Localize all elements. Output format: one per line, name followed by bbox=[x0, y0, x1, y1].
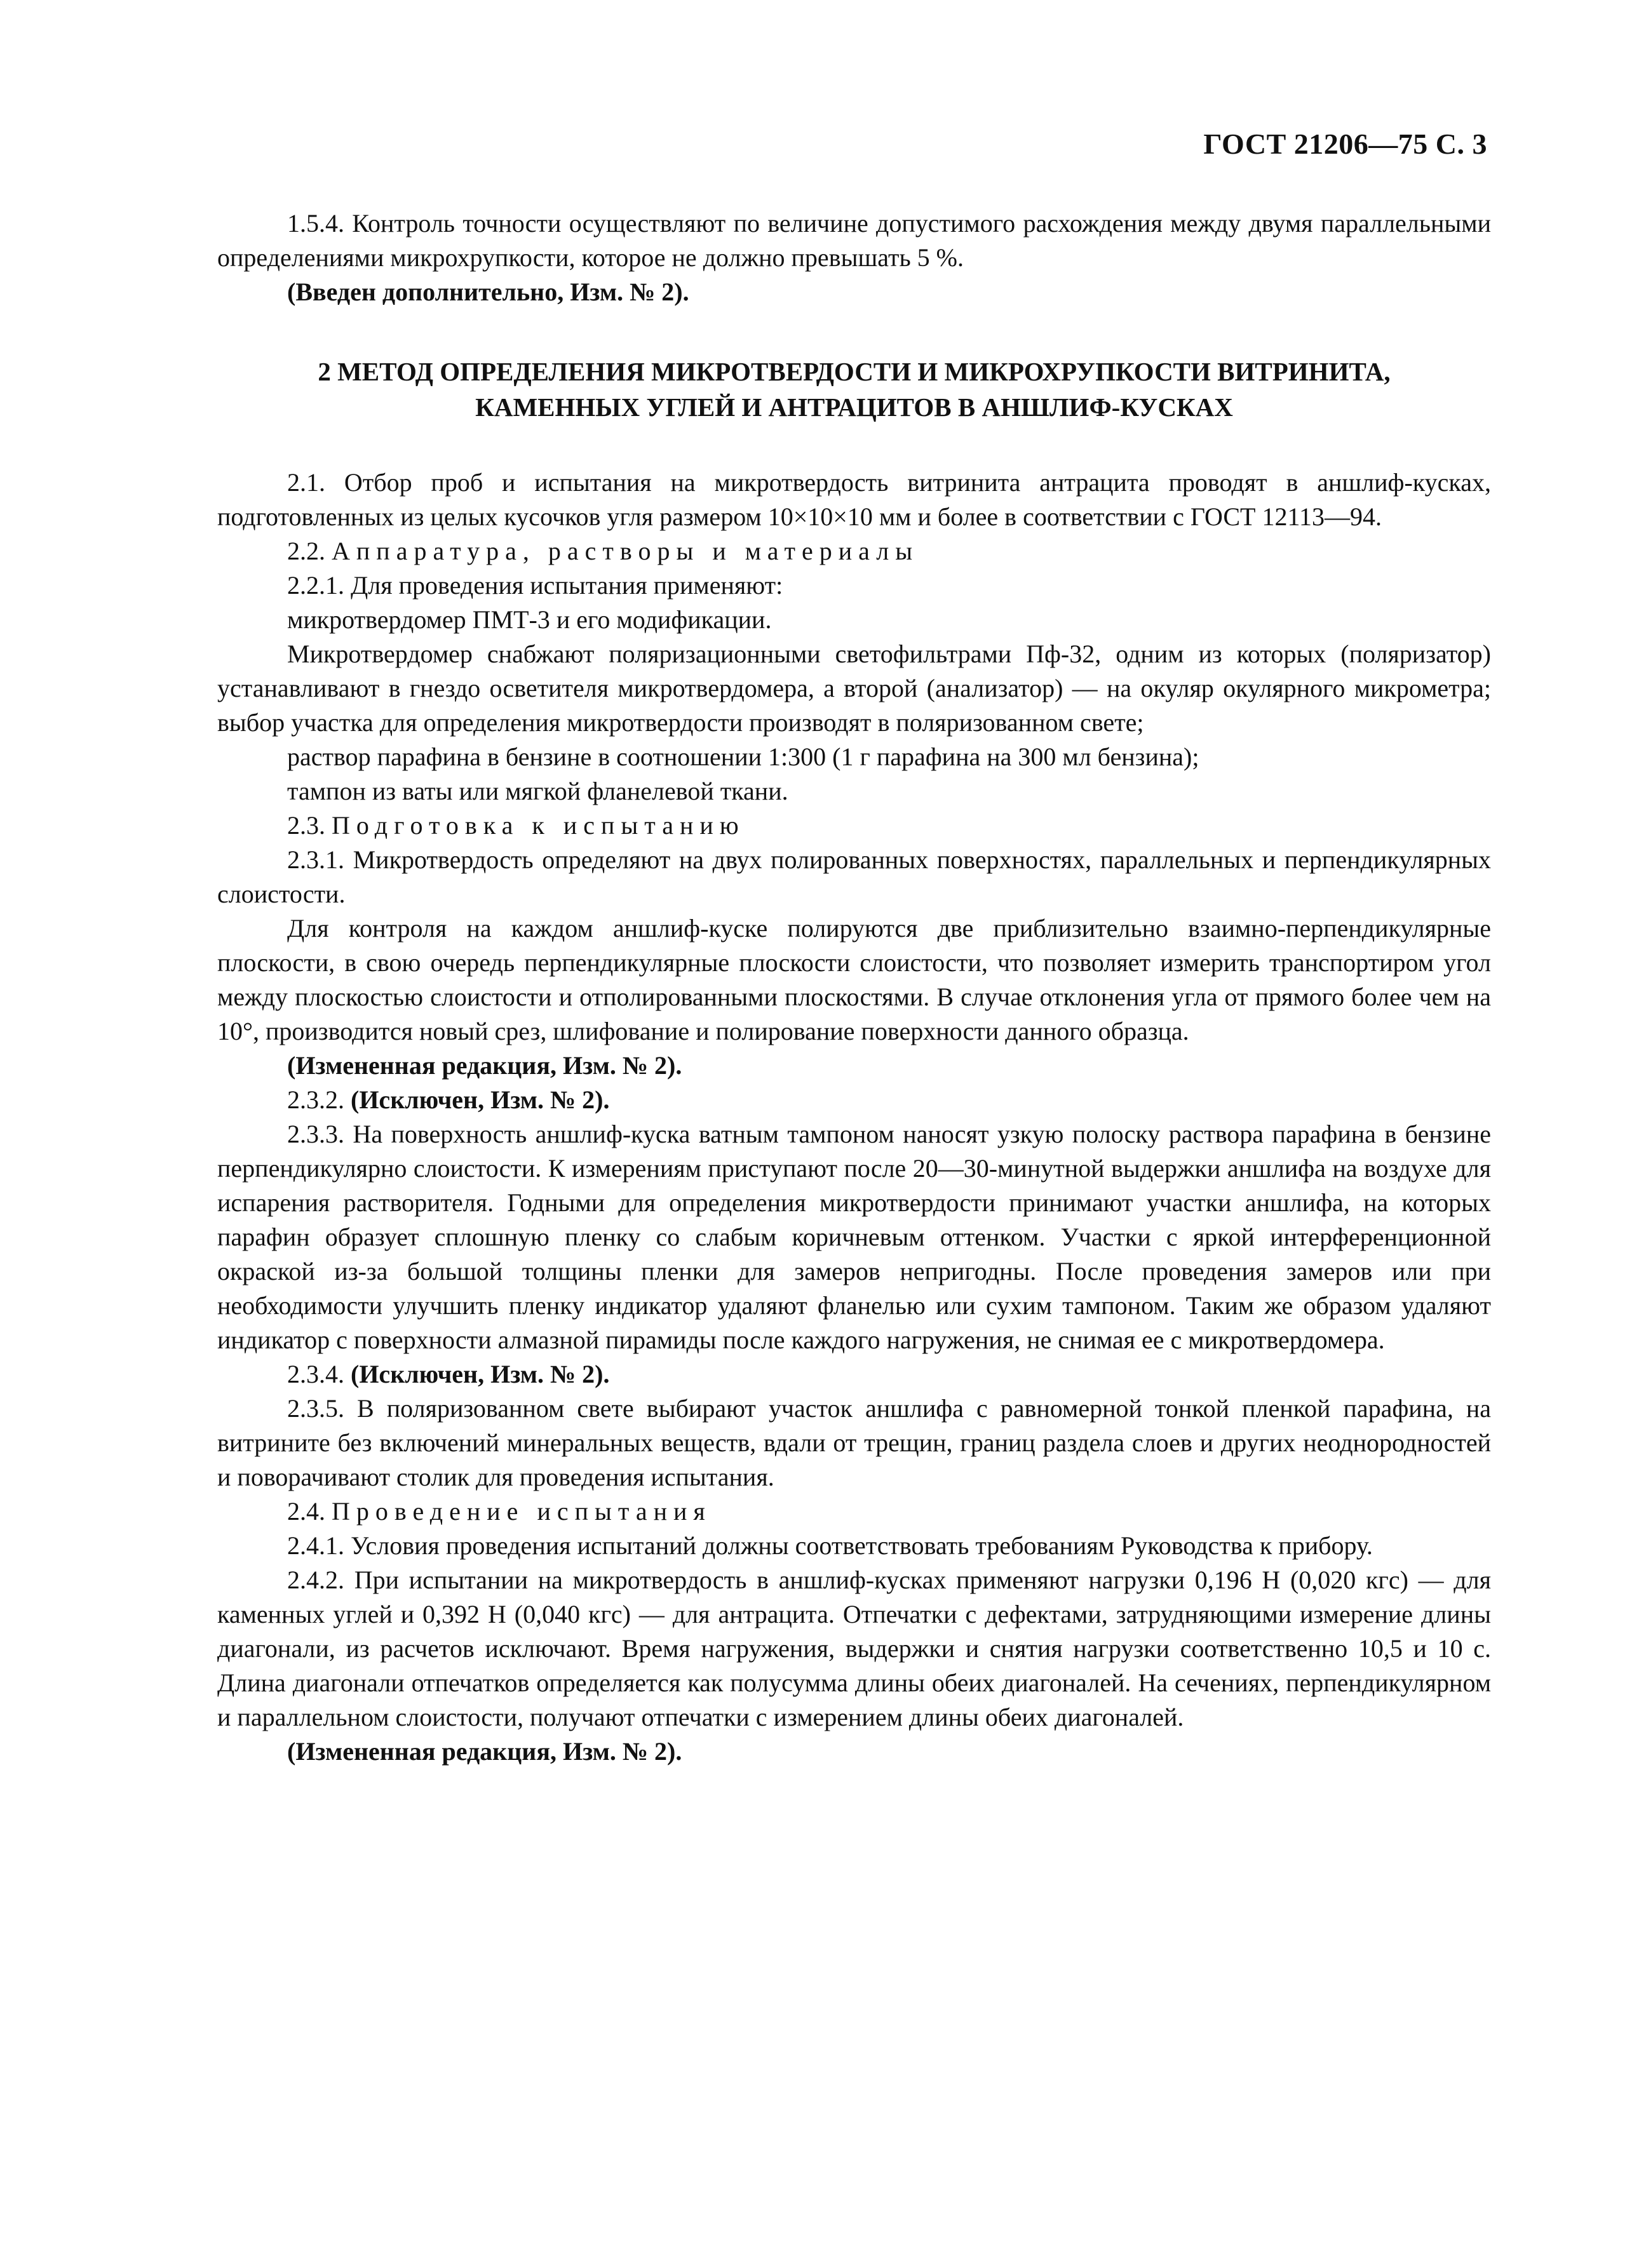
page-header: ГОСТ 21206—75 С. 3 bbox=[1203, 128, 1487, 160]
clause-number: 2.3.4. bbox=[287, 1360, 351, 1388]
paragraph-item: раствор парафина в бензине в соотношении 1:300 (1 г парафина на 300 мл бензина); bbox=[287, 742, 1199, 771]
subsection-heading-2-3 bbox=[217, 809, 1491, 843]
paragraph-item: Для контроля на каждом аншлиф-куске полируются две приблизительно взаимно-перпендикулярные плоскости, в свою очередь перпендикулярные плоскости слоистости, что позволяет измерить транспортиром угол между плоскостью слоистости и отполированными плоскостями. В случае отклонения угла от прямого более чем на 10°, производится новый срез, шлифование и полирование поверхности данного образца. bbox=[217, 914, 1491, 1045]
paragraph-2-4-2: 2.4.2. При испытании на микротвердость в аншлиф-кусках применяют нагрузки 0,196 Н (0,020 кгс) — для каменных углей и 0,392 Н (0,040 кгс) — для антрацита. Отпечатки с дефектами, затрудняющими измерение длины диагонали, из расчетов исключают. Время нагружения, выдержки и снятия нагрузки соответственно 10,5 и 10 с. Длина диагонали отпечатков определяется как полусумма длины обеих диагоналей. На сечениях, перпендикулярном и параллельном слоистости, получают отпечатки с измерением длины обеих диагоналей. bbox=[217, 1566, 1491, 1731]
subsection-heading-2-4 bbox=[217, 1494, 1491, 1529]
paragraph-2-4-1: 2.4.1. Условия проведения испытаний должны соответствовать требованиям Руководства к прибору. bbox=[287, 1531, 1373, 1560]
amendment-note: (Введен дополнительно, Изм. № 2). bbox=[287, 278, 689, 306]
paragraph-item: тампон из ваты или мягкой фланелевой ткани. bbox=[287, 777, 788, 805]
amendment-note: (Измененная редакция, Изм. № 2). bbox=[287, 1051, 682, 1080]
clause-number: 2.3.2. bbox=[287, 1085, 351, 1114]
paragraph-2-3-5: 2.3.5. В поляризованном свете выбирают участок аншлифа с равномерной тонкой пленкой парафина, на витрините без включений минеральных веществ, вдали от трещин, границ раздела слоев и других неоднородностей и поворачивают столик для проведения испытания. bbox=[217, 1394, 1491, 1491]
subsection-number: 2.4. bbox=[287, 1497, 325, 1526]
paragraph-2-1: 2.1. Отбор проб и испытания на микротвердость витринита антрацита проводят в аншлиф-кусках, подготовленных из целых кусочков угля размером 10×10×10 мм и более в соответствии с ГОСТ 12113—94. bbox=[217, 468, 1491, 531]
section-title bbox=[255, 354, 1453, 425]
paragraph-2-3-4 bbox=[217, 1357, 1491, 1392]
subsection-heading-2-2 bbox=[217, 534, 1491, 568]
amendment-note: (Исключен, Изм. № 2). bbox=[351, 1360, 610, 1388]
paragraph-2-2-1: 2.2.1. Для проведения испытания применяют: bbox=[287, 571, 783, 600]
subsection-number: 2.3. bbox=[287, 811, 325, 840]
section-title-line-1: 2 МЕТОД ОПРЕДЕЛЕНИЯ МИКРОТВЕРДОСТИ И МИКРОХРУПКОСТИ ВИТРИНИТА, bbox=[318, 357, 1391, 386]
paragraph-2-3-1: 2.3.1. Микротвердость определяют на двух полированных поверхностях, параллельных и перпендикулярных слоистости. bbox=[217, 845, 1491, 908]
subsection-title: Проведение испытания bbox=[332, 1497, 712, 1526]
paragraph-item: Микротвердомер снабжают поляризационными светофильтрами Пф-32, одним из которых (поляризатор) устанавливают в гнездо осветителя микротвердомера, а второй (анализатор) — на окуляр окулярного микрометра; выбор участка для определения микротвердости производят в поляризованном свете; bbox=[217, 640, 1491, 737]
amendment-note: (Исключен, Изм. № 2). bbox=[351, 1085, 610, 1114]
subsection-title: Подготовка к испытанию bbox=[332, 811, 745, 840]
section-title-line-2: КАМЕННЫХ УГЛЕЙ И АНТРАЦИТОВ В АНШЛИФ-КУСКАХ bbox=[475, 393, 1233, 422]
subsection-number: 2.2. bbox=[287, 537, 325, 565]
paragraph-2-3-3: 2.3.3. На поверхность аншлиф-куска ватным тампоном наносят узкую полоску раствора парафина в бензине перпендикулярно слоистости. К измерениям приступают после 20—30-минутной выдержки аншлифа на воздухе для испарения растворителя. Годными для определения микротвердости принимают участки аншлифа, на которых парафин образует сплошную пленку со слабым коричневым оттенком. Участки с яркой интерференционной окраской из-за большой толщины пленки для замеров непригодны. После проведения замеров или при необходимости улучшить пленку индикатор удаляют фланелью или сухим тампоном. Таким же образом удаляют индикатор с поверхности алмазной пирамиды после каждого нагружения, не снимая ее с микротвердомера. bbox=[217, 1120, 1491, 1354]
subsection-title: Аппаратура, растворы и материалы bbox=[332, 537, 919, 565]
document-body bbox=[217, 206, 1491, 1769]
paragraph-1-5-4: 1.5.4. Контроль точности осуществляют по величине допустимого расхождения между двумя параллельными определениями микрохрупкости, которое не должно превышать 5 %. bbox=[217, 209, 1491, 272]
paragraph-2-3-2 bbox=[217, 1083, 1491, 1117]
paragraph-item: микротвердомер ПМТ-3 и его модификации. bbox=[287, 605, 772, 634]
amendment-note: (Измененная редакция, Изм. № 2). bbox=[287, 1737, 682, 1766]
